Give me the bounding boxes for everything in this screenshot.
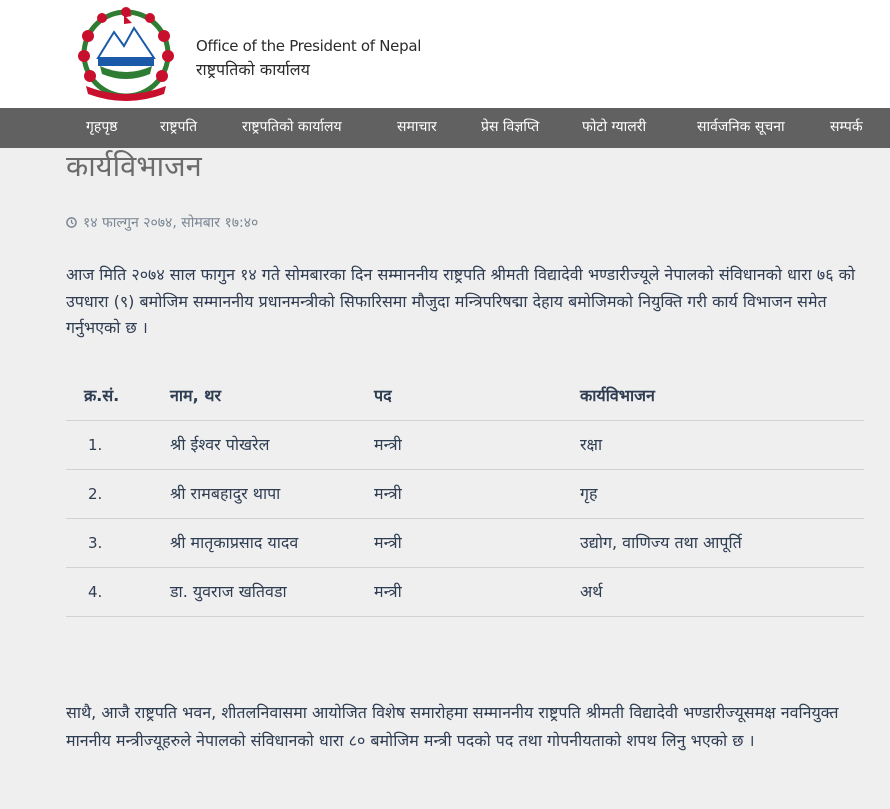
row-post: मन्त्री bbox=[374, 484, 402, 503]
nav-item-president[interactable]: राष्ट्रपति bbox=[160, 119, 198, 135]
row-serial: 4. bbox=[88, 583, 103, 601]
row-name: डा. युवराज खतिवडा bbox=[170, 582, 287, 601]
intro-paragraph: आज मिति २०७४ साल फागुन १४ गते सोमबारका दिन सम्माननीय राष्ट्रपति श्रीमती विद्यादेवी भण्डारीज्यूले नेपालको संविधानको धारा ७६ को उपधारा (९) बमोजिम सम्माननीय प्रधानमन्त्रीको सिफारिसमा मौजुदा मन्त्रिपरिषद्मा देहाय बमोजिमको नियुक्ति गरी कार्य विभाजन समेत गर्नुभएको छ । bbox=[66, 265, 856, 337]
office-name-nepali: राष्ट्रपतिको कार्यालय bbox=[196, 60, 310, 79]
header-name: नाम, थर bbox=[170, 386, 222, 405]
nav-item-contact[interactable]: सम्पर्क bbox=[830, 119, 863, 135]
row-name: श्री मातृकाप्रसाद यादव bbox=[170, 533, 299, 552]
page-title: कार्यविभाजन bbox=[66, 149, 202, 183]
table-row bbox=[66, 568, 864, 617]
nav-item-home[interactable]: गृहपृष्ठ bbox=[86, 119, 118, 135]
nav-item-office[interactable]: राष्ट्रपतिको कार्यालय bbox=[242, 119, 342, 135]
row-post: मन्त्री bbox=[374, 435, 402, 454]
row-portfolio: गृह bbox=[580, 484, 598, 503]
nav-item-press-release[interactable]: प्रेस विज्ञप्ति bbox=[481, 119, 540, 135]
site-name[interactable] bbox=[196, 37, 421, 80]
row-portfolio: रक्षा bbox=[580, 435, 603, 454]
table-row bbox=[66, 470, 864, 519]
nav-item-public-notice[interactable]: सार्वजनिक सूचना bbox=[697, 119, 785, 135]
row-name: श्री ईश्वर पोखरेल bbox=[170, 435, 270, 454]
table-row bbox=[66, 519, 864, 568]
post-date bbox=[66, 213, 258, 232]
row-name: श्री रामबहादुर थापा bbox=[170, 484, 281, 503]
nav-item-photo-gallery[interactable]: फोटो ग्यालरी bbox=[582, 119, 647, 135]
nepal-emblem-icon[interactable] bbox=[70, 6, 182, 102]
row-serial: 2. bbox=[88, 485, 103, 503]
outro-paragraph: साथै, आजै राष्ट्रपति भवन, शीतलनिवासमा आयोजित विशेष समारोहमा सम्माननीय राष्ट्रपति श्रीमती विद्यादेवी भण्डारीज्यूसमक्ष नवनियुक्त माननीय मन्त्रीज्यूहरुले नेपालको संविधानको धारा ८० बमोजिम मन्त्री पदको पद तथा गोपनीयताको शपथ लिनु भएको छ । bbox=[66, 703, 839, 750]
row-serial: 1. bbox=[88, 436, 103, 454]
site-header bbox=[0, 0, 890, 108]
header-serial: क्र.सं. bbox=[84, 386, 120, 405]
portfolio-table bbox=[66, 372, 864, 617]
row-post: मन्त्री bbox=[374, 533, 402, 552]
table-row bbox=[66, 421, 864, 470]
nav-item-news[interactable]: समाचार bbox=[397, 119, 437, 135]
clock-icon bbox=[66, 217, 77, 228]
office-name-english: Office of the President of Nepal bbox=[196, 37, 422, 55]
row-post: मन्त्री bbox=[374, 582, 402, 601]
header-portfolio: कार्यविभाजन bbox=[580, 386, 655, 405]
row-portfolio: अर्थ bbox=[580, 582, 603, 601]
post-date-text: १४ फाल्गुन २०७४, सोमबार १७:४० bbox=[83, 215, 259, 231]
row-serial: 3. bbox=[88, 534, 103, 552]
header-post: पद bbox=[374, 386, 392, 405]
table-header bbox=[66, 372, 864, 421]
row-portfolio: उद्योग, वाणिज्य तथा आपूर्ति bbox=[580, 533, 742, 552]
main-nav bbox=[0, 108, 890, 148]
